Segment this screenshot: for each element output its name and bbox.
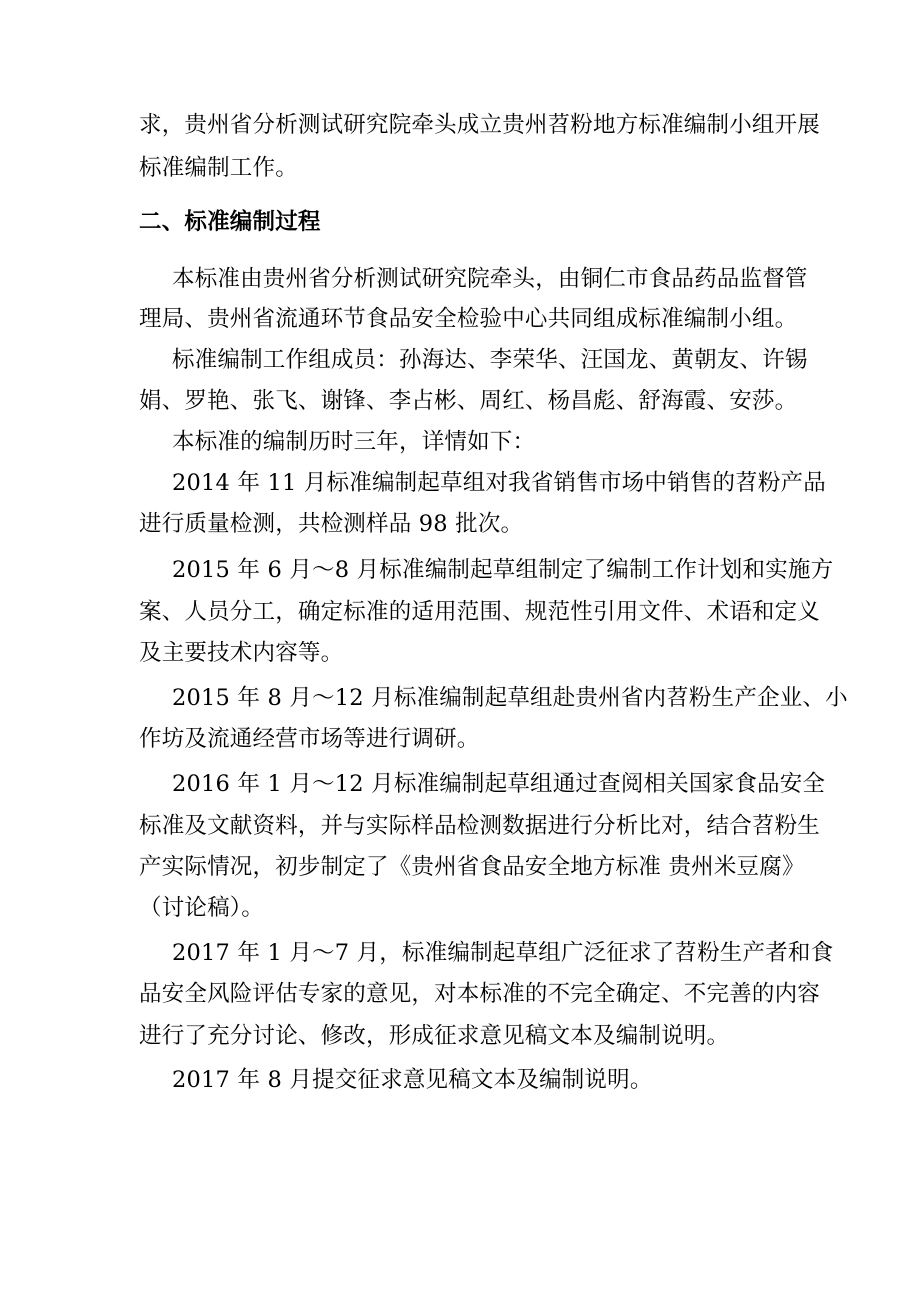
paragraph-line: 2014 年 11 月标准编制起草组对我省销售市场中销售的苕粉产品 (172, 470, 826, 496)
paragraph-line: 标准及文献资料，并与实际样品检测数据进行分析比对，结合苕粉生 (139, 813, 821, 839)
section-heading: 二、标准编制过程 (139, 209, 321, 235)
paragraph-line: 进行质量检测，共检测样品 98 批次。 (139, 511, 524, 537)
paragraph-line: （讨论稿）。 (139, 895, 264, 921)
paragraph-line: 本标准由贵州省分析测试研究院牵头，由铜仁市食品药品监督管 (172, 266, 808, 292)
paragraph-line: 作坊及流通经营市场等进行调研。 (139, 726, 480, 752)
paragraph-line: 理局、贵州省流通环节食品安全检验中心共同组成标准编制小组。 (139, 306, 798, 332)
paragraph-line: 娟、罗艳、张飞、谢锋、李占彬、周红、杨昌彪、舒海霞、安莎。 (139, 388, 798, 414)
paragraph-line: 进行了充分讨论、修改，形成征求意见稿文本及编制说明。 (139, 1023, 730, 1049)
paragraph-line: 2015 年 6 月～8 月标准编制起草组制定了编制工作计划和实施方 (172, 557, 834, 583)
paragraph-line: 2016 年 1 月～12 月标准编制起草组通过查阅相关国家食品安全 (172, 771, 826, 797)
paragraph-line: 2015 年 8 月～12 月标准编制起草组赴贵州省内苕粉生产企业、小 (172, 685, 848, 711)
paragraph-line: 本标准的编制历时三年，详情如下： (172, 429, 536, 455)
paragraph-line: 标准编制工作组成员：孙海达、李荣华、汪国龙、黄朝友、许锡 (172, 347, 808, 373)
paragraph-line: 2017 年 8 月提交征求意见稿文本及编制说明。 (172, 1067, 653, 1093)
paragraph-continuation-line-2: 标准编制工作。 (139, 155, 298, 181)
paragraph-line: 及主要技术内容等。 (139, 640, 344, 666)
paragraph-line: 2017 年 1 月～7 月，标准编制起草组广泛征求了苕粉生产者和食 (172, 940, 834, 966)
paragraph-line: 品安全风险评估专家的意见，对本标准的不完全确定、不完善的内容 (139, 981, 821, 1007)
paragraph-line: 产实际情况，初步制定了《贵州省食品安全地方标准 贵州米豆腐》 (139, 854, 805, 880)
paragraph-continuation-line-1: 求，贵州省分析测试研究院牵头成立贵州苕粉地方标准编制小组开展 (139, 112, 821, 138)
paragraph-line: 案、人员分工，确定标准的适用范围、规范性引用文件、术语和定义 (139, 599, 821, 625)
